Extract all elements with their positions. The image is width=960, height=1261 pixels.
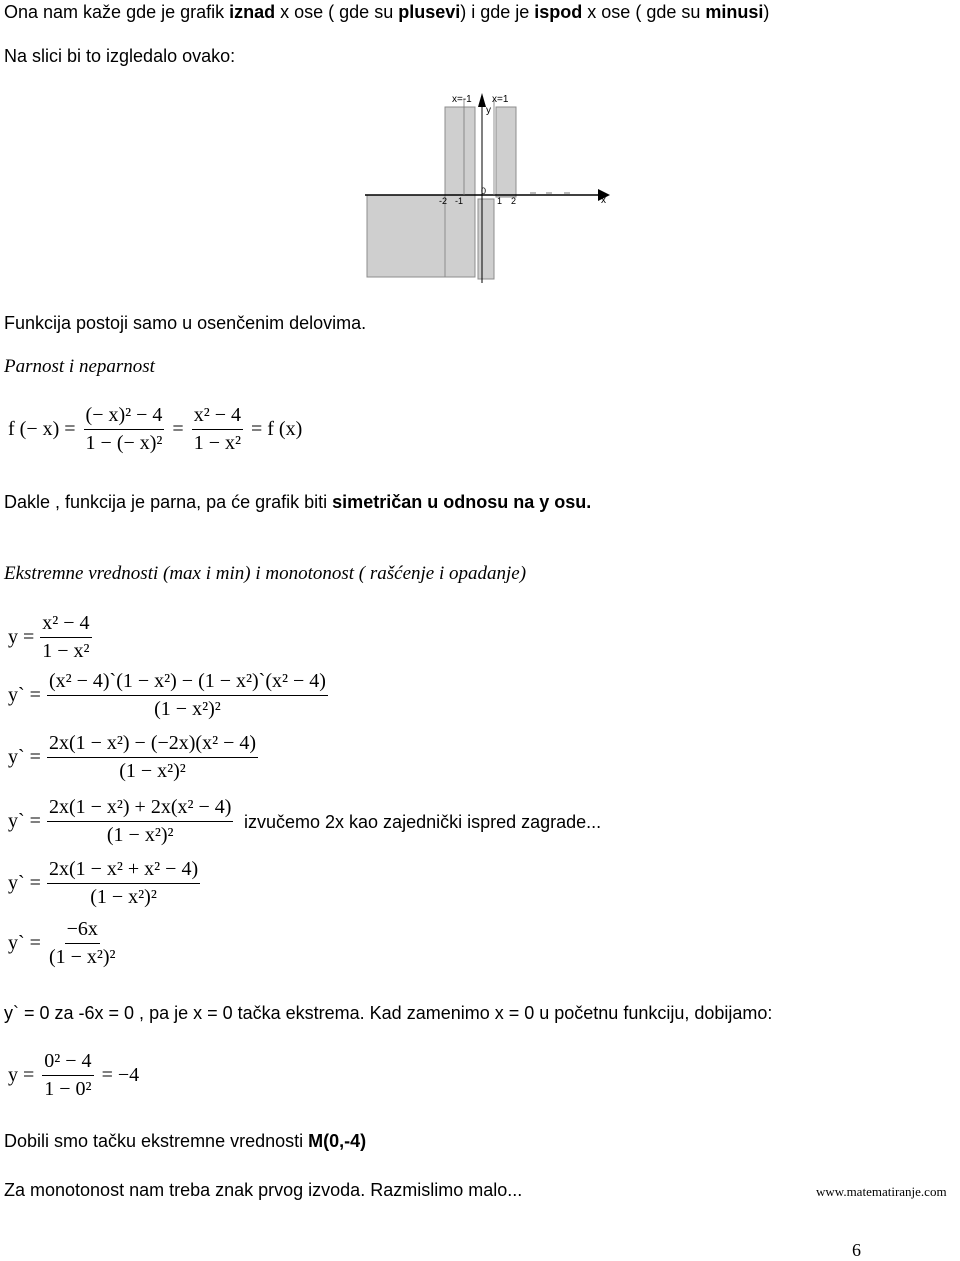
shaded-region-left-lower bbox=[367, 195, 448, 277]
parity-conclusion bbox=[4, 492, 591, 513]
parity-den-2: 1 − x² bbox=[193, 432, 241, 454]
derivative-step-6 bbox=[8, 918, 118, 969]
eval-rhs: = −4 bbox=[101, 1064, 140, 1086]
intro-text: ) i gde je bbox=[460, 2, 535, 22]
tick-label-minus-2: -2 bbox=[439, 196, 448, 206]
step-denominator: (1 − x²)² bbox=[154, 698, 221, 720]
label-x-axis: x bbox=[601, 195, 606, 206]
step-numerator: 2x(1 − x²) − (−2x)(x² − 4) bbox=[47, 732, 258, 758]
parity-den-1: 1 − (− x)² bbox=[85, 432, 163, 454]
intro-bold-above: iznad bbox=[229, 2, 276, 22]
shaded-region-right-upper bbox=[496, 107, 516, 197]
intro-bold-below: ispod bbox=[534, 2, 583, 22]
parity-num-2: x² − 4 bbox=[192, 404, 243, 430]
step-denominator: (1 − x²)² bbox=[106, 824, 174, 846]
step-lhs: y` = bbox=[8, 872, 41, 894]
intro-line-1 bbox=[4, 2, 769, 23]
step-fraction bbox=[47, 670, 328, 721]
intro-text: x ose ( gde su bbox=[275, 2, 399, 22]
step-numerator: 2x(1 − x² + x² − 4) bbox=[47, 858, 200, 884]
shaded-region-left-upper bbox=[445, 107, 475, 195]
step-numerator: x² − 4 bbox=[40, 612, 91, 638]
step-lhs: y` = bbox=[8, 810, 41, 832]
step-lhs: y` = bbox=[8, 746, 41, 768]
parity-conclusion-text: Dakle , funkcija je parna, pa će grafik biti bbox=[4, 492, 333, 512]
shaded-region-left-strip bbox=[445, 195, 475, 277]
step-fraction bbox=[47, 732, 258, 783]
step-fraction bbox=[40, 612, 91, 663]
extremum-result bbox=[4, 1131, 366, 1152]
parity-conclusion-bold: simetričan u odnosu na y osu. bbox=[332, 492, 592, 512]
step-lhs: y` = bbox=[8, 684, 41, 706]
step-numerator: −6x bbox=[65, 918, 100, 944]
domain-figure bbox=[360, 85, 630, 283]
step-denominator: (1 − x²)² bbox=[119, 760, 186, 782]
parity-heading: Parnost i neparnost bbox=[4, 356, 155, 377]
intro-text: Ona nam kaže gde je grafik bbox=[4, 2, 230, 22]
derivative-step-4 bbox=[8, 796, 233, 847]
parity-num-1: (− x)² − 4 bbox=[84, 404, 165, 430]
intro-text: x ose ( gde su bbox=[582, 2, 706, 22]
tick-label-plus-1: 1 bbox=[497, 196, 503, 206]
derivative-step-2 bbox=[8, 670, 328, 721]
parity-lhs: f (− x) = bbox=[8, 418, 76, 440]
eval-denominator: 1 − 0² bbox=[44, 1078, 92, 1100]
step-fraction bbox=[47, 858, 200, 909]
step-numerator: 2x(1 − x²) + 2x(x² − 4) bbox=[47, 796, 233, 822]
tick-label-minus-1: -1 bbox=[455, 196, 464, 206]
step-denominator: 1 − x² bbox=[42, 640, 90, 662]
derivative-step-3 bbox=[8, 732, 258, 783]
derivative-step-1 bbox=[8, 612, 92, 663]
eval-fraction bbox=[42, 1050, 93, 1101]
shaded-region-center bbox=[478, 199, 494, 279]
evaluation-equation bbox=[8, 1050, 139, 1101]
result-text: Dobili smo tačku ekstremne vrednosti bbox=[4, 1131, 309, 1151]
label-y-axis: y bbox=[486, 105, 491, 116]
exists-text: Funkcija postoji samo u osenčenim delovima. bbox=[4, 313, 367, 333]
parity-rhs: = f (x) bbox=[250, 418, 303, 440]
parity-fraction-1 bbox=[84, 404, 165, 455]
step-fraction bbox=[47, 796, 233, 847]
tick-label-plus-2: 2 bbox=[511, 196, 517, 206]
intro-text: ) bbox=[763, 2, 770, 22]
intro-bold-minus: minusi bbox=[705, 2, 764, 22]
step-numerator: (x² − 4)`(1 − x²) − (1 − x²)`(x² − 4) bbox=[47, 670, 328, 696]
parity-equation bbox=[8, 404, 302, 455]
step-fraction bbox=[47, 918, 118, 969]
factor-note: izvučemo 2x kao zajednički ispred zagrade... bbox=[244, 812, 602, 832]
result-point-bold: M(0,-4) bbox=[308, 1131, 367, 1151]
step-lhs: y` = bbox=[8, 932, 41, 954]
eval-lhs: y = bbox=[8, 1064, 35, 1086]
derivative-step-5 bbox=[8, 858, 200, 909]
zero-condition-text: y` = 0 za -6x = 0 , pa je x = 0 tačka ekstrema. Kad zamenimo x = 0 u početnu funkciju, dobijamo: bbox=[4, 1003, 773, 1023]
label-origin: 0 bbox=[481, 186, 487, 196]
intro-bold-plus: plusevi bbox=[398, 2, 461, 22]
label-x-minus-1: x=-1 bbox=[452, 94, 472, 105]
footer-site-link[interactable]: www.matematiranje.com bbox=[816, 1184, 947, 1199]
parity-fraction-2 bbox=[192, 404, 243, 455]
equals-sign: = bbox=[172, 418, 184, 440]
step-denominator: (1 − x²)² bbox=[90, 886, 157, 908]
extrema-heading: Ekstremne vrednosti (max i min) i monotonost ( rašćenje i opadanje) bbox=[4, 563, 527, 584]
monotony-text: Za monotonost nam treba znak prvog izvoda. Razmislimo malo... bbox=[4, 1180, 523, 1200]
eval-numerator: 0² − 4 bbox=[42, 1050, 93, 1076]
label-x-plus-1: x=1 bbox=[492, 94, 509, 105]
page-number: 6 bbox=[852, 1240, 861, 1260]
step-lhs: y = bbox=[8, 626, 35, 648]
step-denominator: (1 − x²)² bbox=[48, 946, 116, 968]
intro-line-2: Na slici bi to izgledalo ovako: bbox=[4, 46, 236, 66]
